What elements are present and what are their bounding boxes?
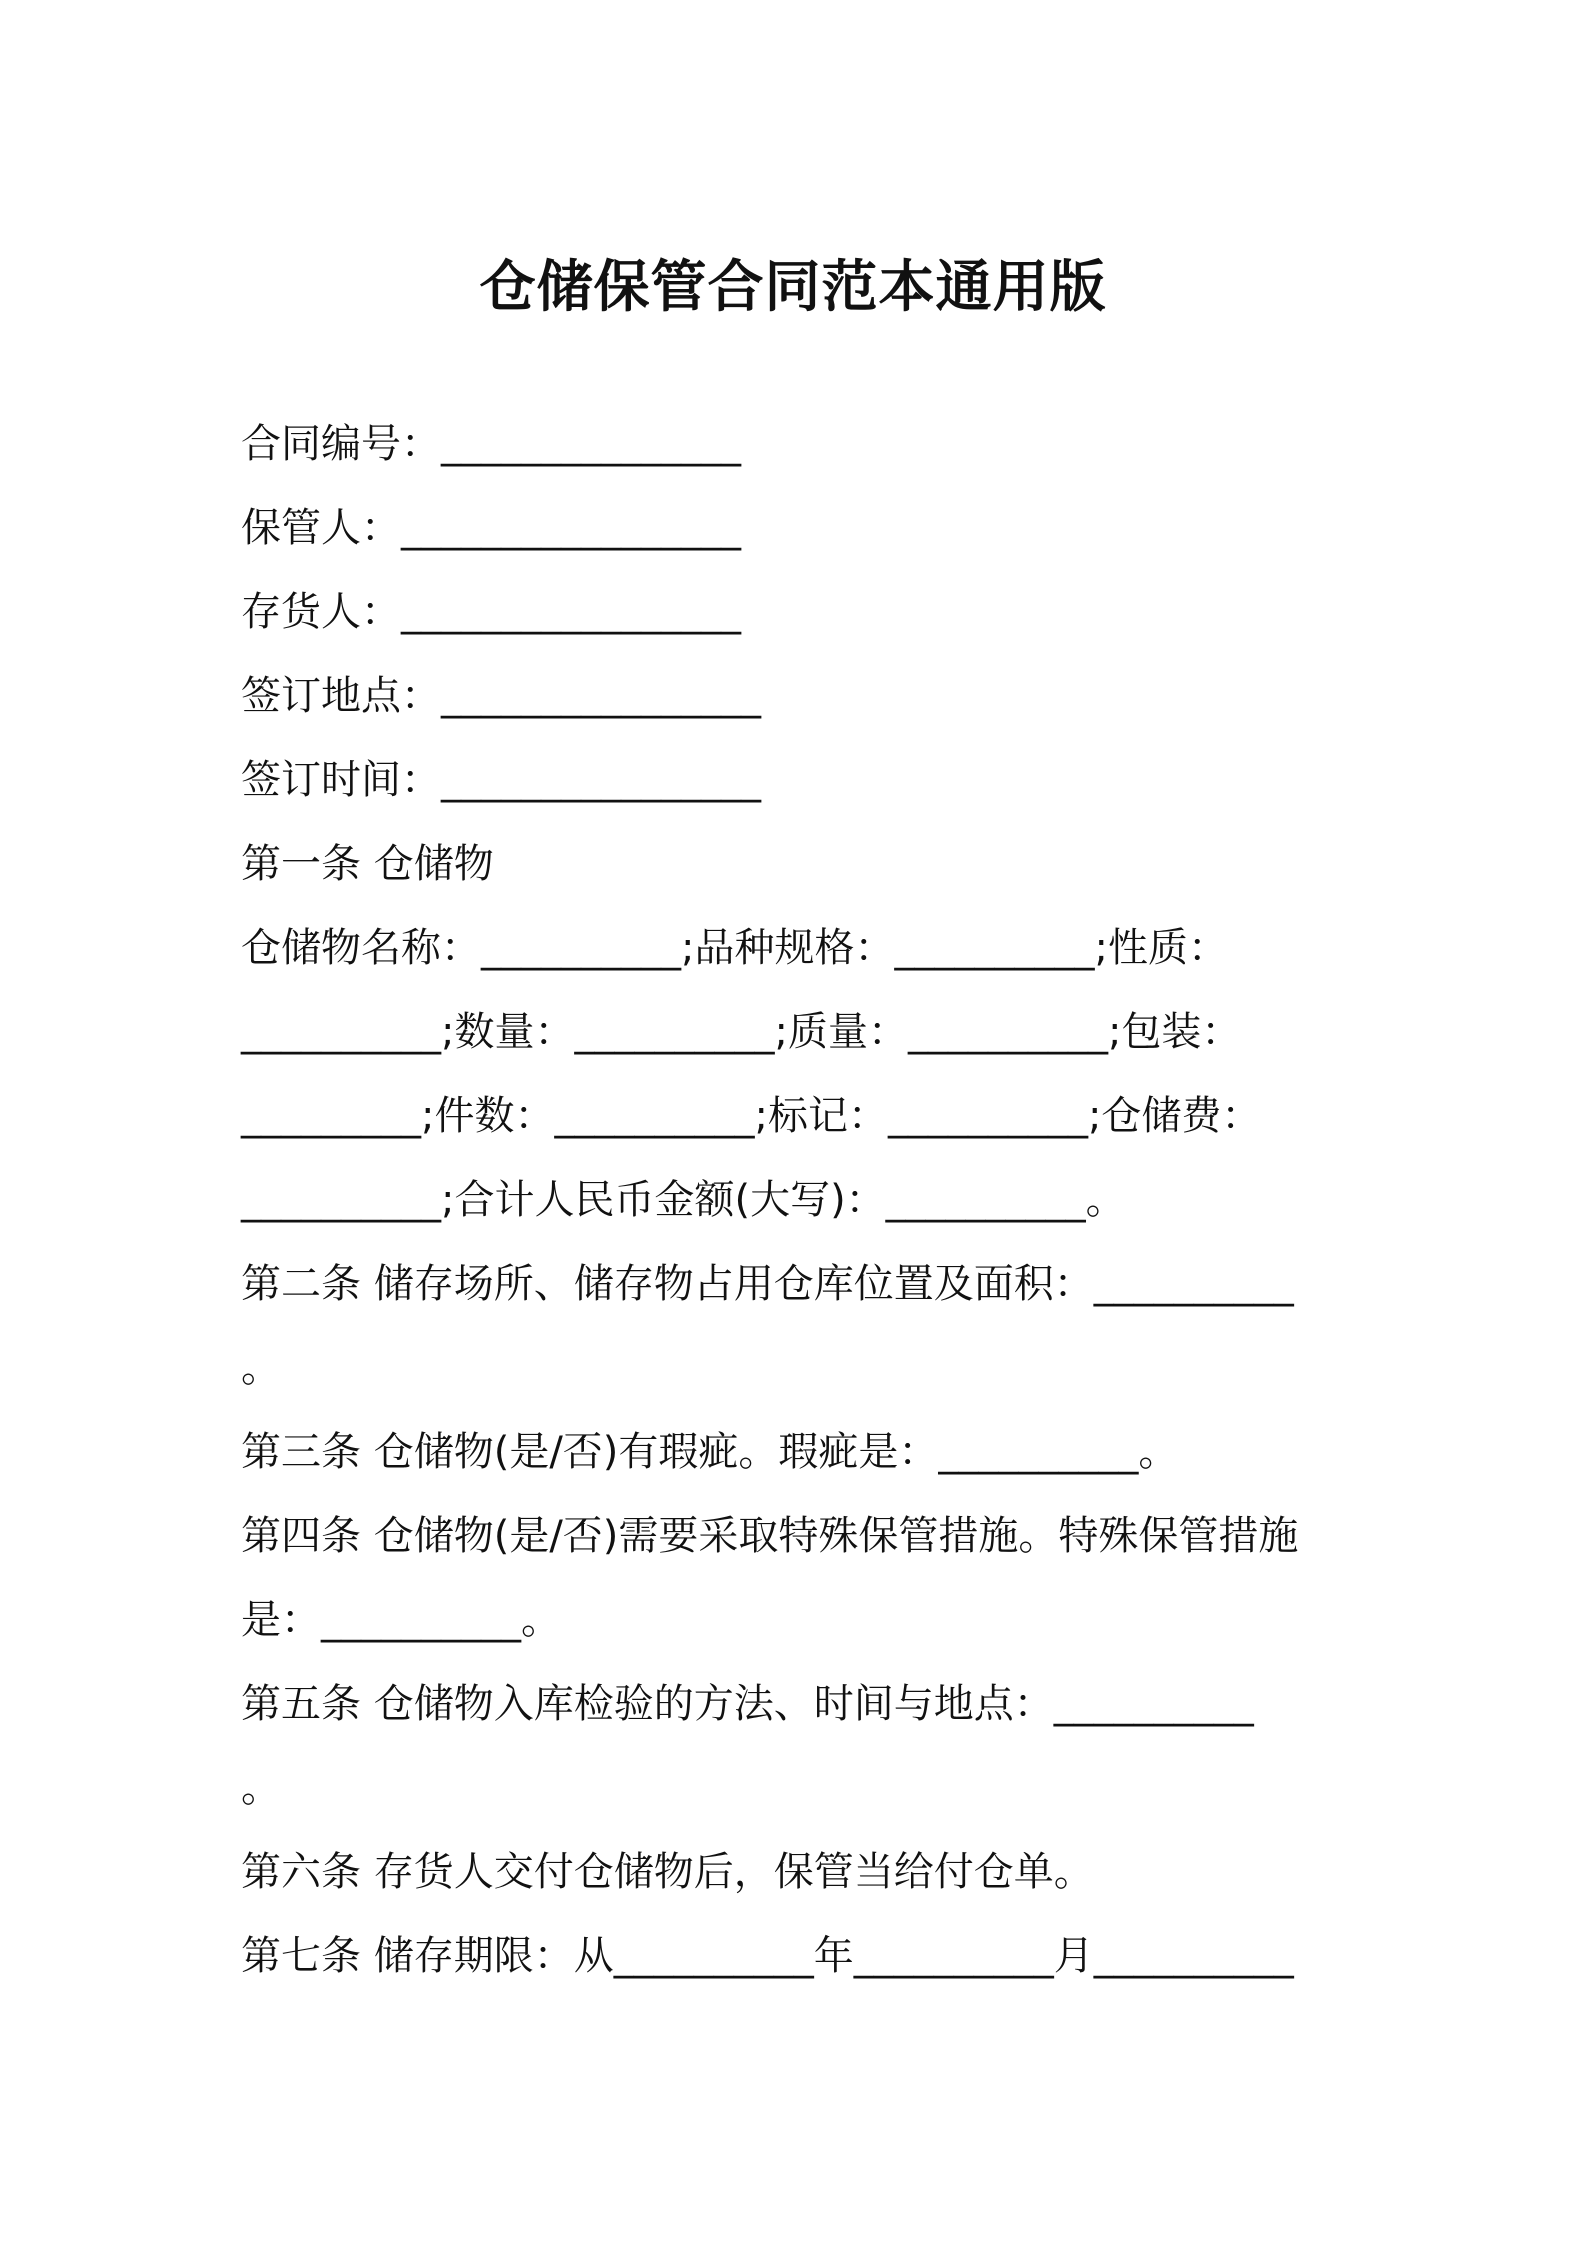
depositor-line: 存货人：_________________ [241,589,741,635]
article-5-line-1: 第五条 仓储物入库检验的方法、时间与地点：__________ [241,1681,1254,1727]
article-2-line-2: 。 [241,1345,281,1391]
document-title: 仓储保管合同范本通用版 [479,255,1107,320]
signing-time-line: 签订时间：________________ [241,757,761,803]
signing-place-line: 签订地点：________________ [241,673,761,719]
article-4-line-1: 第四条 仓储物(是/否)需要采取特殊保管措施。特殊保管措施 [241,1513,1299,1559]
article-6-line: 第六条 存货人交付仓储物后，保管当给付仓单。 [241,1849,1094,1895]
article-5-line-2: 。 [241,1765,281,1811]
article-1-line-4: __________;合计人民币金额(大写)：__________。 [241,1177,1126,1223]
contract-number-line: 合同编号：_______________ [241,421,741,467]
article-2-line-1: 第二条 储存场所、储存物占用仓库位置及面积：__________ [241,1261,1294,1307]
article-7-line: 第七条 储存期限：从__________年__________月__________ [241,1933,1294,1979]
article-4-line-2: 是：__________。 [241,1597,561,1643]
article-1-line-2: __________;数量：__________;质量：__________;包装： [241,1009,1242,1055]
custodian-line: 保管人：_________________ [241,505,741,551]
article-1-heading: 第一条 仓储物 [241,841,494,887]
article-3-line: 第三条 仓储物(是/否)有瑕疵。瑕疵是：__________。 [241,1429,1179,1475]
article-1-line-1: 仓储物名称：__________;品种规格：__________;性质： [241,925,1228,971]
article-1-line-3: _________;件数：__________;标记：__________;仓储费： [241,1093,1262,1139]
